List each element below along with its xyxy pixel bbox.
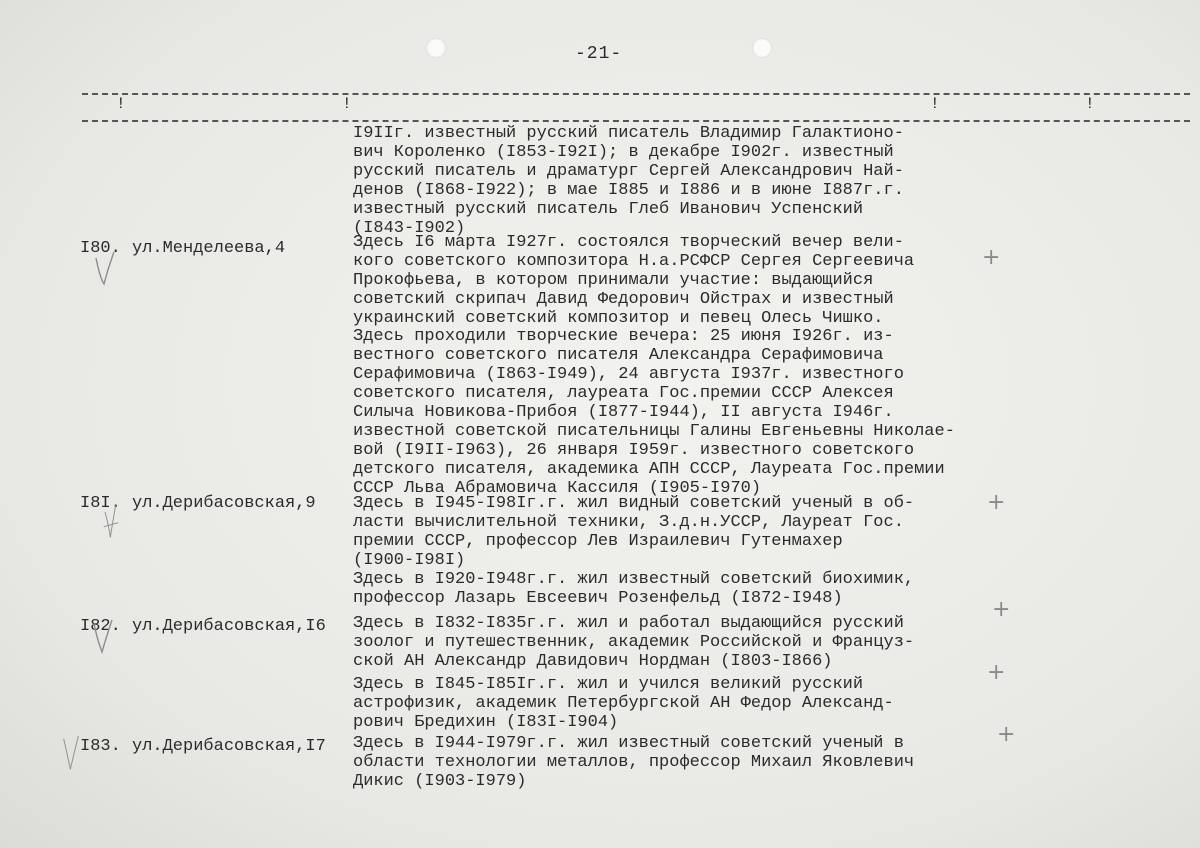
column-mark: !	[342, 95, 352, 113]
entry-number: I82.	[80, 617, 121, 636]
entry-paragraph: Здесь в I945-I98Iг.г. жил видный советский ученый в об- ласти вычислительной техники, З.д.н.УССР, Лауреат Гос. премии СССР, профессор Лев Израилевич Гутенмахер (I900-I98I)	[353, 494, 915, 570]
entry-paragraph: Здесь в I920-I948г.г. жил известный советский биохимик, профессор Лазарь Евсеевич Розенфельд (I872-I948)	[353, 570, 915, 608]
entry-paragraph: Здесь в I845-I85Iг.г. жил и учился великий русский астрофизик, академик Петербургской АН Федор Александ- рович Бредихин (I83I-I904)	[353, 675, 894, 732]
punch-hole-left	[426, 38, 446, 58]
pencil-check-icon	[92, 248, 118, 288]
pencil-plus-mark: +	[997, 722, 1016, 747]
entry-paragraph: Здесь в I944-I979г.г. жил известный советский ученый в области технологии металлов, профессор Михаил Яковлевич Дикис (I903-I979)	[353, 734, 915, 791]
entry-address: ул.Менделеева,4	[132, 239, 286, 258]
pencil-plus-mark: +	[987, 660, 1006, 685]
entry-address: ул.Дерибасовская,I6	[132, 617, 326, 636]
entry-number: I8I.	[80, 494, 121, 513]
pencil-plus-mark: +	[982, 245, 1001, 270]
pencil-check-icon	[90, 616, 116, 656]
entry-address: ул.Дерибасовская,9	[132, 494, 316, 513]
column-mark: !	[1085, 95, 1095, 113]
pencil-plus-mark: +	[987, 490, 1006, 515]
entry-paragraph: Здесь I6 марта I927г. состоялся творческий вечер вели- кого советского композитора Н.а.РСФСР Сергея Сергеевича Прокофьева, в котором принимали участие: выдающийся советский скрипач Давид Федорович Ойстрах и известный украинский советский композитор и певец Олесь Чишко.	[353, 233, 915, 328]
entry-paragraph: Здесь проходили творческие вечера: 25 июня I926г. из- вестного советского писателя Александра Серафимовича Серафимовича (I863-I949), 24 августа I937г. известного советского писателя, лауреата Гос.премии СССР Алексея Силыча Новикова-Прибоя (I877-I944), II августа I946г. известной советской писательницы Галины Евгеньевны Николае- вой (I9II-I963), 26 января I959г. известного советского детского писателя, академика АПН СССР, Лауреата Гос.премии СССР Льва Абрамовича Кассиля (I905-I970)	[353, 327, 955, 498]
entry-number: I80.	[80, 239, 121, 258]
entry-number: I83.	[80, 737, 121, 756]
entry-address: ул.Дерибасовская,I7	[132, 737, 326, 756]
page-number: -21-	[575, 44, 623, 64]
entry-paragraph: Здесь в I832-I835г.г. жил и работал выдающийся русский зоолог и путешественник, академик Российской и Француз- ской АН Александр Давидович Нордман (I803-I866)	[353, 614, 915, 671]
intro-paragraph: I9IIг. известный русский писатель Владимир Галактионо- вич Короленко (I853-I92I); в декабре I902г. известный русский писатель и драматург Сергей Александрович Най- денов (I868-I922); в мае I885 и I886 и в июне I887г.г. известный русский писатель Глеб Иванович Успенский (I843-I902)	[353, 124, 904, 238]
column-mark: !	[930, 95, 940, 113]
pencil-check-icon	[98, 500, 124, 540]
pencil-plus-mark: +	[992, 597, 1011, 622]
pencil-check-icon	[58, 732, 84, 772]
table-rule-bottom	[82, 120, 1190, 122]
punch-hole-right	[752, 38, 772, 58]
column-mark: !	[116, 95, 126, 113]
table-rule-top	[82, 93, 1190, 95]
